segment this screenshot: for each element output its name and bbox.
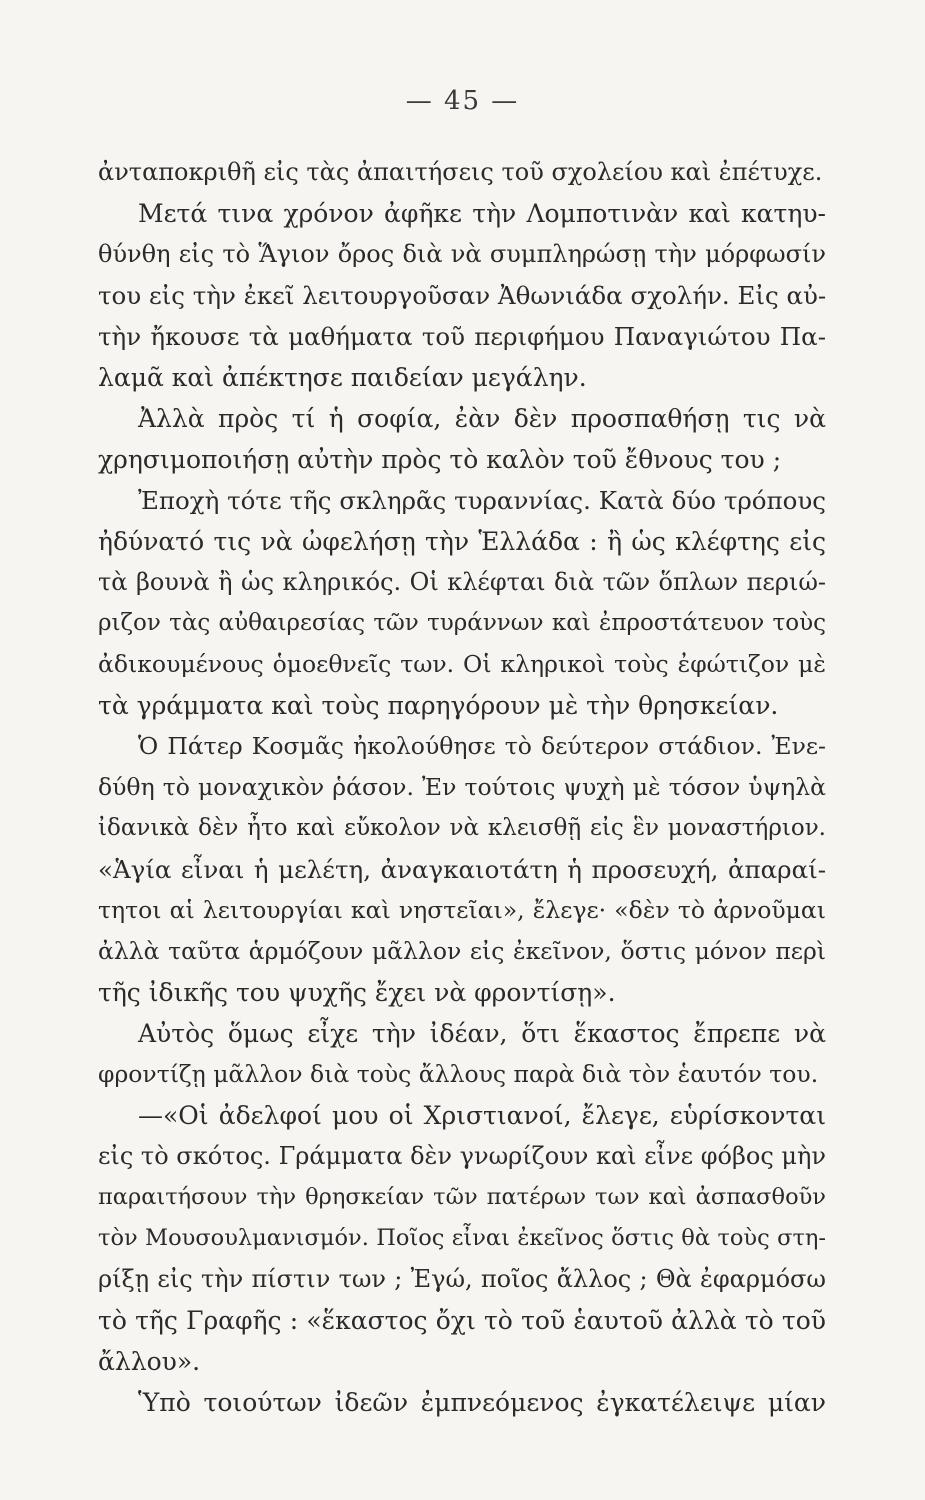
text-line: ἀδικουμένους ὁμοεθνεῖς των. Οἱ κληρικοὶ τοὺς ἐφώτιζον μὲ xyxy=(98,650,826,678)
text-line: ἠδύνατό τις νὰ ὠφελήσῃ τὴν Ἑλλάδα : ἢ ὡς κλέφτης εἰς xyxy=(98,527,826,556)
text-line: —«Οἱ ἀδελφοί μου οἱ Χριστιανοί, ἔλεγε, εὑρίσκονται xyxy=(138,1101,826,1130)
text-line: λαμᾶ καὶ ἀπέκτησε παιδείαν μεγάλην. xyxy=(98,363,587,392)
text-line: Ἀλλὰ πρὸς τί ἡ σοφία, ἐὰν δὲν προσπαθήσῃ τις νὰ xyxy=(138,404,826,433)
text-line: παραιτήσουν τὴν θρησκείαν τῶν πατέρων των καὶ ἀσπασθοῦν xyxy=(98,1184,826,1210)
text-line: ἄλλου». xyxy=(98,1347,201,1376)
text-line: τὸν Μουσουλμανισμόν. Ποῖος εἶναι ἐκεῖνος ὅστις θὰ τοὺς στη- xyxy=(98,1225,826,1251)
text-line: τῆς ἰδικῆς του ψυχῆς ἔχει νὰ φροντίσῃ». xyxy=(98,978,616,1007)
text-line: φροντίζῃ μᾶλλον διὰ τοὺς ἄλλους παρὰ διὰ τὸν ἑαυτόν του. xyxy=(98,1060,819,1088)
body-text xyxy=(98,152,826,1423)
text-line: ἀνταποκριθῆ εἰς τὰς ἀπαιτήσεις τοῦ σχολείου καὶ ἐπέτυχε. xyxy=(98,158,823,186)
text-line: τὰ βουνὰ ἢ ὡς κληρικός. Οἱ κλέφται διὰ τῶν ὅπλων περιώ- xyxy=(98,568,826,596)
text-line: θύνθη εἰς τὸ Ἅγιον ὄρος διὰ νὰ συμπληρώσῃ τὴν μόρφωσίν xyxy=(98,240,826,268)
text-line: Μετά τινα χρόνον ἀφῆκε τὴν Λομποτινὰν καὶ κατηυ- xyxy=(138,199,826,228)
text-line: χρησιμοποιήσῃ αὐτὴν πρὸς τὸ καλὸν τοῦ ἔθνους του ; xyxy=(98,445,782,474)
text-line: ριζον τὰς αὐθαιρεσίας τῶν τυράννων καὶ ἐπροστάτευον τοὺς xyxy=(98,610,826,636)
text-line: εἰς τὸ σκότος. Γράμματα δὲν γνωρίζουν καὶ εἶνε φόβος μὴν xyxy=(98,1142,826,1170)
text-line: Αὐτὸς ὅμως εἶχε τὴν ἰδέαν, ὅτι ἕκαστος ἔπρεπε νὰ xyxy=(138,1019,826,1048)
text-line: «Ἁγία εἶναι ἡ μελέτη, ἀναγκαιοτάτη ἡ προσευχή, ἀπαραί- xyxy=(98,855,826,884)
text-line: ἀλλὰ ταῦτα ἁρμόζουν μᾶλλον εἰς ἐκεῖνον, ὅστις μόνον περὶ xyxy=(98,937,826,965)
page-number: — 45 — xyxy=(405,86,520,116)
text-line: τητοι αἱ λειτουργίαι καὶ νηστεῖαι», ἔλεγε· «δὲν τὸ ἀρνοῦμαι xyxy=(98,896,826,924)
text-line: Ἐποχὴ τότε τῆς σκληρᾶς τυραννίας. Κατὰ δύο τρόπους xyxy=(138,486,826,515)
text-line: τὴν ἤκουσε τὰ μαθήματα τοῦ περιφήμου Παναγιώτου Πα- xyxy=(98,322,826,351)
text-line: του εἰς τὴν ἐκεῖ λειτουργοῦσαν Ἀθωνιάδα σχολήν. Εἰς αὐ- xyxy=(98,281,826,310)
text-line: τὰ γράμματα καὶ τοὺς παρηγόρουν μὲ τὴν θρησκείαν. xyxy=(98,691,779,720)
text-line: ἰδανικὰ δὲν ἦτο καὶ εὔκολον νὰ κλεισθῇ εἰς ἓν μοναστήριον. xyxy=(98,815,826,841)
text-line: τὸ τῆς Γραφῆς : «ἕκαστος ὄχι τὸ τοῦ ἑαυτοῦ ἀλλὰ τὸ τοῦ xyxy=(98,1306,826,1335)
text-line: ρίξῃ εἰς τὴν πίστιν των ; Ἐγώ, ποῖος ἄλλος ; Θὰ ἐφαρμόσω xyxy=(98,1265,826,1293)
text-line: Ὑπὸ τοιούτων ἰδεῶν ἐμπνεόμενος ἐγκατέλειψε μίαν xyxy=(138,1388,826,1417)
text-line: Ὁ Πάτερ Κοσμᾶς ἠκολούθησε τὸ δεύτερον στάδιον. Ἐνε- xyxy=(138,732,826,760)
text-line: δύθη τὸ μοναχικὸν ῥάσον. Ἐν τούτοις ψυχὴ μὲ τόσον ὑψηλὰ xyxy=(98,773,826,801)
